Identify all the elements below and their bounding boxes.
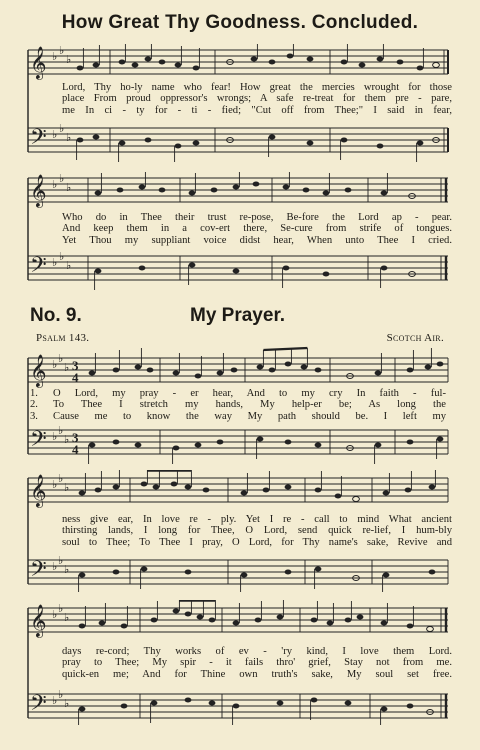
- svg-text:♭: ♭: [66, 132, 72, 144]
- svg-text:♭: ♭: [58, 353, 64, 365]
- hymn-number: No. 9.: [30, 305, 82, 326]
- svg-text:𝄢: 𝄢: [30, 125, 47, 154]
- lyric-line: [30, 399, 446, 410]
- lyrics-block-top-2: [62, 212, 452, 246]
- lyric-text: To Thee I stretch my hands, My help-er be; As long the: [53, 399, 446, 411]
- lyrics-block-2: [62, 514, 452, 548]
- svg-text:♭: ♭: [64, 362, 70, 374]
- lyrics-block-3: [62, 646, 452, 680]
- lyric-text: O Lord, my pray - er hear, And to my cry In faith - ful-: [53, 388, 446, 399]
- verse-number: 3.: [30, 410, 38, 422]
- svg-text:♭: ♭: [52, 359, 58, 371]
- svg-text:𝄞: 𝄞: [30, 606, 47, 637]
- lyric-line: me In ci - ty for - ti - fied; "Cut off from Thee;" I said in fear,: [62, 104, 452, 116]
- svg-text:♭: ♭: [52, 561, 58, 573]
- svg-text:♭: ♭: [58, 603, 64, 615]
- hymn-title: My Prayer.: [190, 305, 286, 326]
- svg-text:𝄞: 𝄞: [30, 176, 47, 207]
- svg-text:♭: ♭: [58, 425, 64, 437]
- lyric-line: soul to Thee; To Thee I pray, O Lord, for Thy name's sake, Revive and: [62, 536, 452, 548]
- lyric-line: thirsting lands, I long for Thee, O Lord, send quick re-lief, I hum-bly: [62, 525, 452, 537]
- svg-text:♭: ♭: [66, 260, 72, 272]
- svg-text:♭: ♭: [59, 45, 65, 57]
- svg-text:♭: ♭: [59, 123, 65, 135]
- verse-number: 2.: [30, 399, 38, 411]
- svg-text:♭: ♭: [58, 689, 64, 701]
- svg-text:♭: ♭: [64, 564, 70, 576]
- svg-text:𝄢: 𝄢: [30, 427, 47, 456]
- svg-text:4: 4: [72, 442, 79, 457]
- svg-text:♭: ♭: [52, 695, 58, 707]
- svg-text:3: 3: [72, 430, 79, 445]
- svg-text:𝄢: 𝄢: [30, 691, 47, 720]
- svg-text:3: 3: [72, 358, 79, 373]
- lyrics-block-1: [30, 388, 446, 422]
- svg-text:♭: ♭: [66, 182, 72, 194]
- svg-text:♭: ♭: [52, 431, 58, 443]
- svg-text:♭: ♭: [52, 179, 58, 191]
- svg-text:𝄢: 𝄢: [30, 557, 47, 586]
- svg-text:♭: ♭: [64, 482, 70, 494]
- lyric-line: days re-cord; Thy works of ev - 'ry kind, I love them Lord.: [62, 646, 452, 657]
- svg-text:𝄞: 𝄞: [30, 476, 47, 507]
- page-title: How Great Thy Goodness. Concluded.: [61, 12, 419, 33]
- lyric-line: And keep them in a cov-ert there, Se-cure from strife of tongues.: [62, 223, 452, 235]
- svg-text:♭: ♭: [52, 129, 58, 141]
- lyric-line: [30, 388, 446, 399]
- lyric-line: pray to Thee; My spir - it fails thro' grief, Stay not from me.: [62, 657, 452, 669]
- svg-text:𝄢: 𝄢: [30, 253, 47, 282]
- svg-text:♭: ♭: [52, 51, 58, 63]
- svg-text:♭: ♭: [59, 173, 65, 185]
- lyric-line: place From proud oppressor's wrongs; A safe re-treat for them pre - pare,: [62, 93, 452, 105]
- verse-number: 1.: [30, 388, 38, 399]
- lyric-line: [30, 411, 446, 422]
- lyric-line: ness give ear, In love re - ply. Yet I re - call to mind What ancient: [62, 514, 452, 525]
- svg-text:♭: ♭: [64, 434, 70, 446]
- svg-text:♭: ♭: [64, 612, 70, 624]
- svg-text:♭: ♭: [58, 555, 64, 567]
- svg-text:♭: ♭: [58, 473, 64, 485]
- lyric-line: quick-en me; And for Thine own truth's sake, My soul set free.: [62, 668, 452, 680]
- svg-text:4: 4: [72, 370, 79, 385]
- svg-text:♭: ♭: [66, 54, 72, 66]
- svg-text:𝄞: 𝄞: [30, 48, 47, 79]
- psalm-reference: Psalm 143.: [36, 332, 90, 344]
- lyric-line: Who do in Thee their trust re-pose, Be-fore the Lord ap - pear.: [62, 212, 452, 223]
- lyric-text: Cause me to know the way My path should be. I left my: [53, 410, 446, 422]
- lyrics-block-top-1: [62, 82, 452, 116]
- svg-text:♭: ♭: [59, 251, 65, 263]
- svg-text:♭: ♭: [52, 257, 58, 269]
- svg-text:♭: ♭: [64, 698, 70, 710]
- tune-name: Scotch Air.: [386, 332, 444, 344]
- svg-text:♭: ♭: [52, 479, 58, 491]
- svg-text:𝄞: 𝄞: [30, 356, 47, 387]
- lyric-line: Lord, Thy ho-ly name who fear! How great the mercies wrought for those: [62, 82, 452, 93]
- svg-text:♭: ♭: [52, 609, 58, 621]
- lyric-line: Yet Thou my suppliant voice didst hear, When unto Thee I cried.: [62, 234, 452, 246]
